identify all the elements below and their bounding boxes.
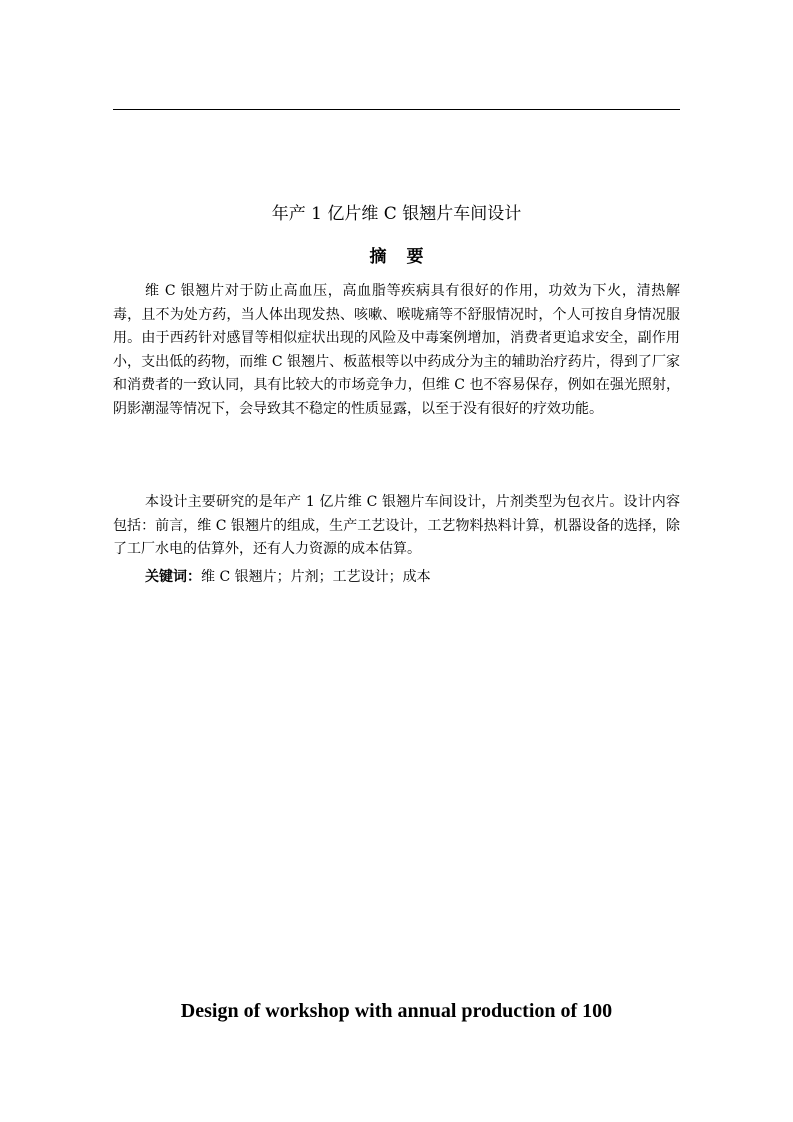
abstract-heading: 摘要	[369, 247, 444, 267]
english-title: Design of workshop with annual production of 100	[180, 1000, 613, 1022]
abstract-paragraph-2: 本设计主要研究的是年产 1 亿片维 C 银翘片车间设计，片剂类型为包衣片。设计内容包括：前言，维 C 银翘片的组成，生产工艺设计，工艺物料热料计算，机器设备的选择，除了工厂水电的估算外，还有人力资源的成本估算。	[113, 494, 680, 557]
document-title: 年产 1 亿片维 C 银翘片车间设计	[271, 204, 522, 224]
keywords-label: 关键词：	[145, 569, 201, 585]
header-rule	[113, 109, 680, 110]
keywords-line	[145, 566, 680, 589]
abstract-paragraph-1: 维 C 银翘片对于防止高血压，高血脂等疾病具有很好的作用，功效为下火，清热解毒，且不为处方药，当人体出现发热、咳嗽、喉咙痛等不舒服情况时，个人可按自身情况服用。由于西药针对感冒等相似症状出现的风险及中毒案例增加，消费者更追求安全，副作用小，支出低的药物，而维 C 银翘片、板蓝根等以中药成分为主的辅助治疗药片，得到了厂家和消费者的一致认同，具有比较大的市场竞争力，但维 C 也不容易保存，例如在强光照射，阴影潮湿等情况下，会导致其不稳定的性质显露，以至于没有很好的疗效功能。	[113, 283, 680, 417]
keywords-text: 维 C 银翘片；片剂；工艺设计；成本	[201, 569, 431, 585]
